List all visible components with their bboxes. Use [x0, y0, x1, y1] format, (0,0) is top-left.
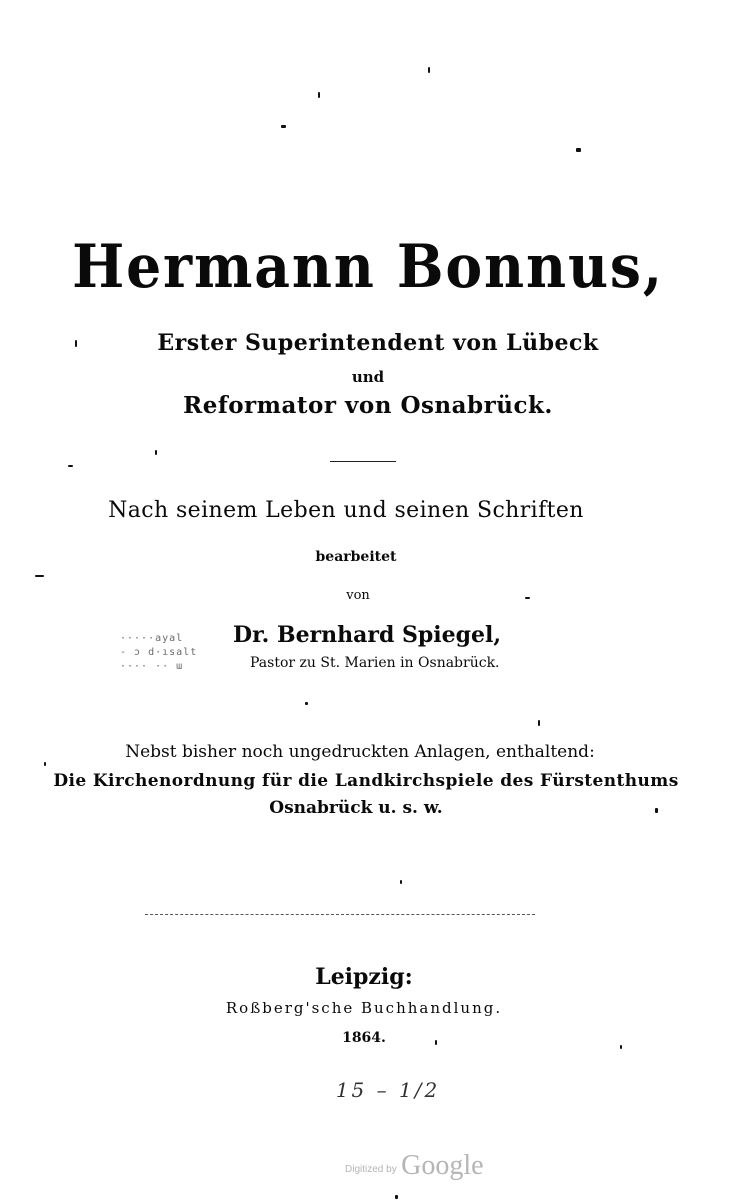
scan-speck — [400, 880, 402, 884]
scan-speck — [155, 450, 157, 455]
scan-speck — [35, 575, 44, 577]
scan-speck — [655, 808, 658, 813]
imprint-publisher: Roßberg'sche Buchhandlung. — [225, 999, 503, 1017]
scan-speck — [305, 702, 308, 705]
library-stamp — [120, 632, 197, 674]
imprint-city: Leipzig: — [315, 964, 413, 990]
scan-speck — [68, 465, 73, 467]
divider-rule — [330, 461, 396, 462]
subtitle-and: und — [351, 368, 385, 386]
scan-speck — [44, 762, 46, 766]
stamp-line: - ɔ d·ısalt — [120, 647, 198, 658]
appendix-intro: Nebst bisher noch ungedruckten Anlagen, enthaltend: — [125, 742, 595, 762]
scan-speck — [395, 1195, 398, 1199]
appendix-line-2: Osnabrück u. s. w. — [269, 798, 443, 818]
author-name: Dr. Bernhard Spiegel, — [233, 622, 502, 648]
scan-speck — [318, 92, 320, 98]
subtitle-line-1: Erster Superintendent von Lübeck — [157, 330, 599, 356]
scan-speck — [75, 340, 77, 347]
stamp-line: ···· ·· ɯ — [120, 661, 184, 672]
scan-speck — [538, 720, 540, 726]
scan-speck — [525, 597, 530, 599]
subtitle-line-2: Reformator von Osnabrück. — [183, 392, 553, 419]
scan-speck — [428, 67, 430, 73]
watermark-prefix: Digitized by — [345, 1164, 397, 1175]
stamp-line: ·····ayal — [120, 633, 184, 644]
edited-label: bearbeitet — [315, 549, 397, 565]
watermark-brand: Google — [401, 1150, 484, 1181]
by-label: von — [346, 588, 370, 603]
scan-speck — [576, 148, 581, 152]
appendix-line-1: Die Kirchenordnung für die Landkirchspiele des Fürstenthums — [53, 771, 679, 791]
description: Nach seinem Leben und seinen Schriften — [108, 498, 584, 523]
scan-speck — [435, 1040, 437, 1045]
scan-speck — [281, 125, 286, 128]
imprint-year: 1864. — [342, 1030, 386, 1046]
handwritten-shelfmark: 15 – 1/2 — [335, 1078, 441, 1102]
author-role: Pastor zu St. Marien in Osnabrück. — [250, 655, 500, 671]
scan-speck — [620, 1045, 622, 1049]
book-title: Hermann Bonnus, — [72, 232, 664, 302]
dashed-divider — [145, 914, 535, 915]
google-watermark — [345, 1150, 484, 1182]
